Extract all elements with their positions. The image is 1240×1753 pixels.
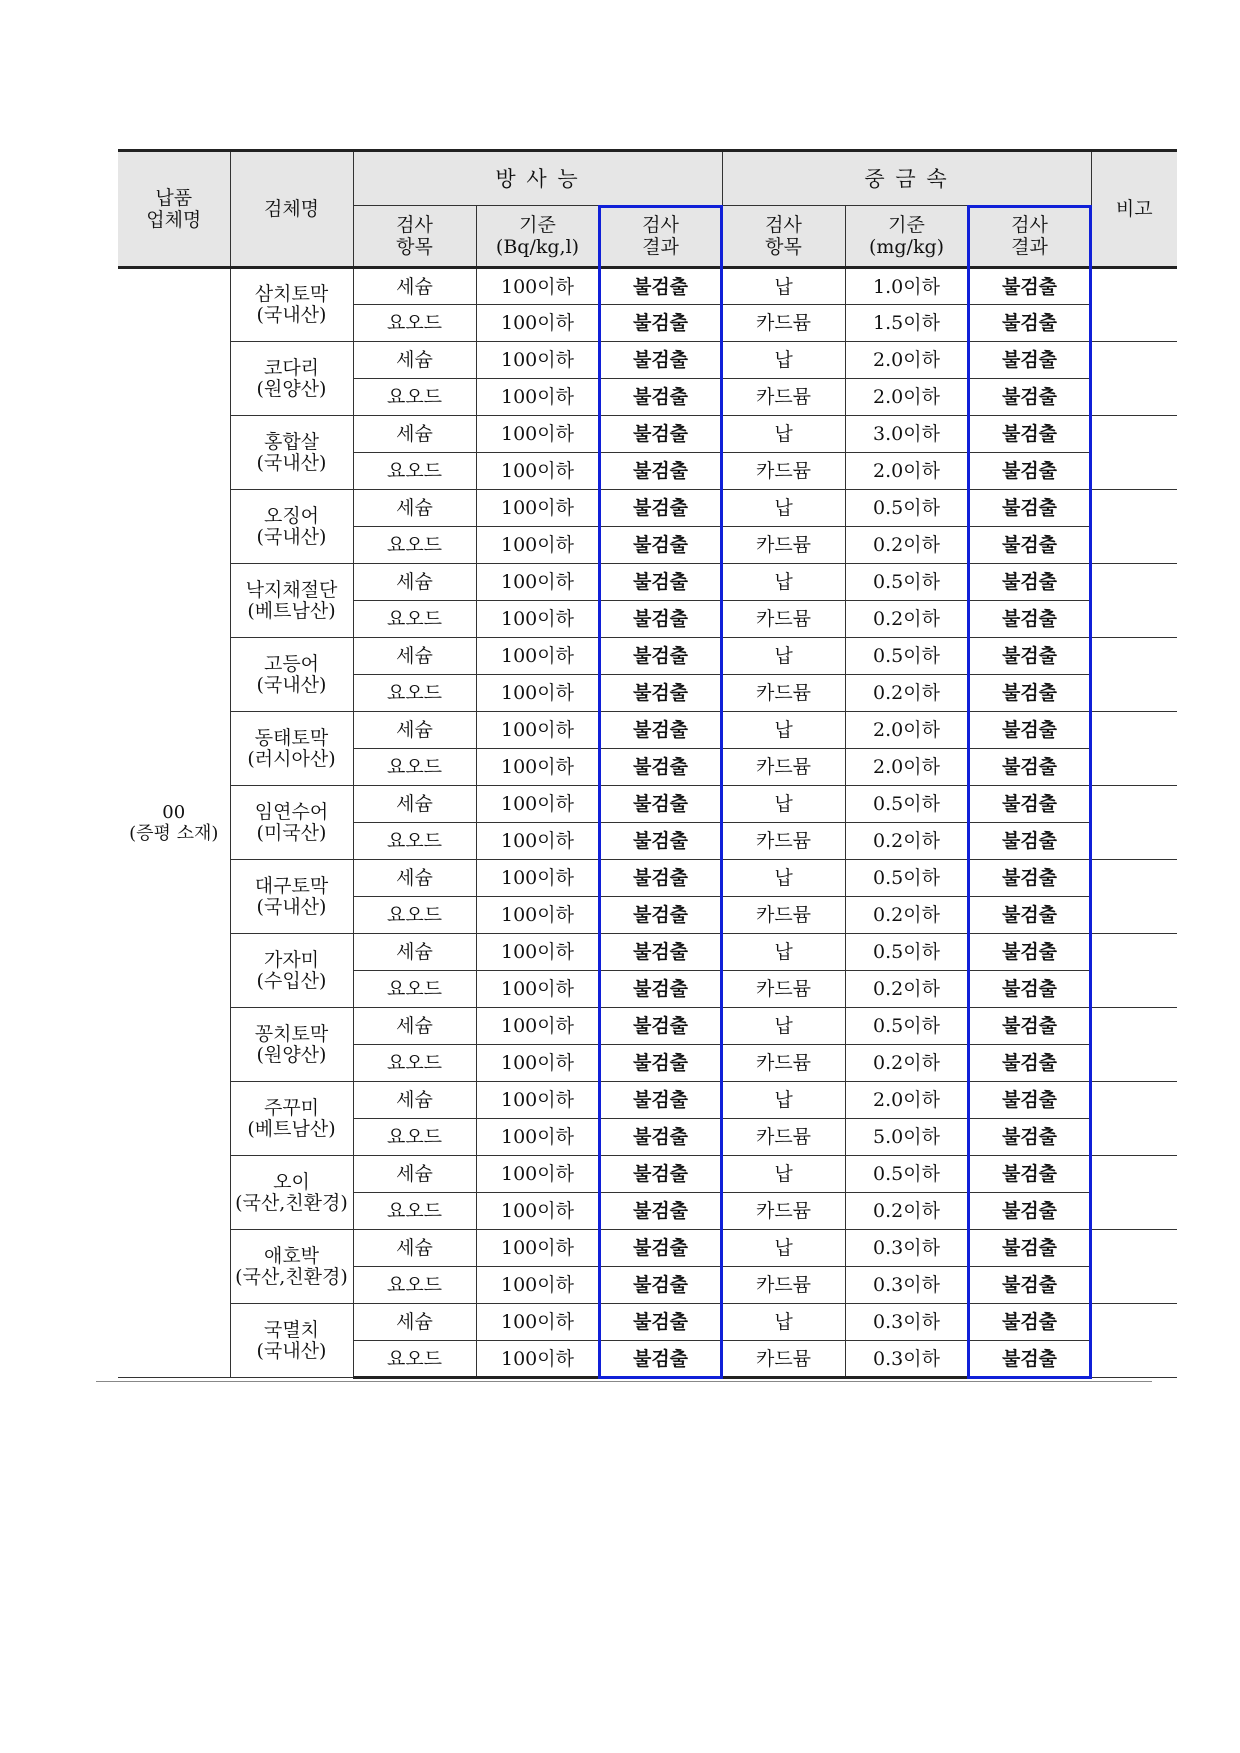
sample-name-cell	[230, 268, 353, 342]
radio-standard: 100이하	[476, 1230, 599, 1267]
table-row	[118, 1008, 1177, 1045]
radio-result: 불검출	[599, 860, 722, 897]
radio-item: 세슘	[353, 1304, 476, 1341]
radio-standard: 100이하	[476, 1341, 599, 1378]
radio-item: 세슘	[353, 638, 476, 675]
sample-name-cell	[230, 490, 353, 564]
note-cell	[1091, 1156, 1177, 1230]
sample-name-cell	[230, 638, 353, 712]
sample-name: 주꾸미	[263, 1096, 320, 1119]
metal-result: 불검출	[968, 897, 1091, 934]
metal-standard: 2.0이하	[845, 453, 968, 490]
metal-standard: 0.2이하	[845, 601, 968, 638]
radio-result: 불검출	[599, 490, 722, 527]
metal-item: 납	[722, 1230, 845, 1267]
sample-origin: (러시아산)	[247, 747, 336, 770]
table-body	[118, 268, 1177, 1378]
metal-result: 불검출	[968, 1341, 1091, 1378]
radio-result: 불검출	[599, 453, 722, 490]
metal-standard: 0.5이하	[845, 860, 968, 897]
note-cell	[1091, 934, 1177, 1008]
metal-standard: 0.2이하	[845, 527, 968, 564]
metal-result: 불검출	[968, 823, 1091, 860]
sample-name-cell	[230, 712, 353, 786]
radio-standard: 100이하	[476, 971, 599, 1008]
metal-standard: 5.0이하	[845, 1119, 968, 1156]
sample-name: 임연수어	[254, 800, 329, 823]
table-row	[118, 934, 1177, 971]
radio-result: 불검출	[599, 1156, 722, 1193]
metal-result: 불검출	[968, 490, 1091, 527]
metal-standard-header: 기준 (mg/kg)	[845, 206, 968, 268]
sample-origin: (미국산)	[256, 821, 327, 844]
table-row	[118, 638, 1177, 675]
note-cell	[1091, 490, 1177, 564]
table-row	[118, 786, 1177, 823]
note-cell	[1091, 1230, 1177, 1304]
metal-result: 불검출	[968, 971, 1091, 1008]
radio-result: 불검출	[599, 638, 722, 675]
metal-result: 불검출	[968, 934, 1091, 971]
radio-item: 요오드	[353, 823, 476, 860]
radio-item: 요오드	[353, 1045, 476, 1082]
radio-item: 세슘	[353, 1008, 476, 1045]
inspection-results-table	[118, 149, 1177, 1379]
metal-result: 불검출	[968, 1304, 1091, 1341]
sample-name-cell	[230, 1008, 353, 1082]
radio-standard: 100이하	[476, 1045, 599, 1082]
metal-item: 납	[722, 1082, 845, 1119]
metal-standard: 0.2이하	[845, 971, 968, 1008]
metal-item: 납	[722, 564, 845, 601]
metal-item: 납	[722, 342, 845, 379]
table-row	[118, 490, 1177, 527]
sample-name: 꽁치토막	[254, 1022, 329, 1045]
metal-standard: 0.2이하	[845, 823, 968, 860]
radio-item: 세슘	[353, 712, 476, 749]
sample-name-cell	[230, 786, 353, 860]
metal-item: 카드뮴	[722, 379, 845, 416]
metal-item: 카드뮴	[722, 675, 845, 712]
radio-standard-header: 기준 (Bq/kg,l)	[476, 206, 599, 268]
metal-result: 불검출	[968, 601, 1091, 638]
footer-rule	[96, 1381, 1152, 1382]
metal-item: 납	[722, 1008, 845, 1045]
metal-item: 카드뮴	[722, 1341, 845, 1378]
metal-standard: 2.0이하	[845, 1082, 968, 1119]
table-row	[118, 342, 1177, 379]
table-row	[118, 1304, 1177, 1341]
table-row	[118, 860, 1177, 897]
metal-result: 불검출	[968, 1119, 1091, 1156]
radio-result: 불검출	[599, 712, 722, 749]
note-cell	[1091, 342, 1177, 416]
note-cell	[1091, 1082, 1177, 1156]
metal-standard: 0.5이하	[845, 1008, 968, 1045]
sample-origin: (수입산)	[256, 969, 327, 992]
sample-name-cell	[230, 1082, 353, 1156]
sample-name: 동태토막	[254, 726, 329, 749]
radio-item: 요오드	[353, 1193, 476, 1230]
radio-item: 세슘	[353, 1082, 476, 1119]
vendor-column-header: 납품 업체명	[118, 151, 230, 268]
radio-standard: 100이하	[476, 638, 599, 675]
radio-result: 불검출	[599, 564, 722, 601]
radio-standard: 100이하	[476, 305, 599, 342]
metal-result: 불검출	[968, 1156, 1091, 1193]
metal-item: 납	[722, 860, 845, 897]
radio-standard: 100이하	[476, 1156, 599, 1193]
vendor-name: 00	[162, 802, 186, 823]
sample-name-cell	[230, 860, 353, 934]
radio-item: 요오드	[353, 1341, 476, 1378]
radio-result: 불검출	[599, 1267, 722, 1304]
radio-standard: 100이하	[476, 749, 599, 786]
radio-item: 세슘	[353, 860, 476, 897]
metal-result: 불검출	[968, 268, 1091, 305]
table-row	[118, 1082, 1177, 1119]
radio-standard: 100이하	[476, 1119, 599, 1156]
radio-result: 불검출	[599, 416, 722, 453]
sample-name-cell	[230, 1304, 353, 1378]
metal-result: 불검출	[968, 1230, 1091, 1267]
radio-result: 불검출	[599, 1082, 722, 1119]
radio-standard: 100이하	[476, 453, 599, 490]
sample-name-cell	[230, 1230, 353, 1304]
radio-item: 요오드	[353, 453, 476, 490]
sample-origin: (국산,친환경)	[235, 1265, 348, 1288]
metal-standard: 2.0이하	[845, 712, 968, 749]
radio-standard: 100이하	[476, 564, 599, 601]
radio-standard: 100이하	[476, 712, 599, 749]
radio-standard: 100이하	[476, 1193, 599, 1230]
sample-name: 대구토막	[254, 874, 329, 897]
radio-result: 불검출	[599, 268, 722, 305]
metal-result: 불검출	[968, 342, 1091, 379]
sample-name: 삼치토막	[254, 283, 329, 305]
radio-result: 불검출	[599, 1008, 722, 1045]
metal-item: 카드뮴	[722, 305, 845, 342]
metal-result: 불검출	[968, 1082, 1091, 1119]
metal-standard: 0.2이하	[845, 1045, 968, 1082]
radio-standard: 100이하	[476, 268, 599, 305]
sample-name: 가자미	[263, 948, 320, 971]
sample-origin: (베트남산)	[247, 1117, 336, 1140]
radio-item: 세슘	[353, 490, 476, 527]
metal-item: 납	[722, 638, 845, 675]
radio-item: 요오드	[353, 749, 476, 786]
sample-origin: (국내산)	[256, 451, 327, 474]
radio-item: 요오드	[353, 897, 476, 934]
radio-standard: 100이하	[476, 675, 599, 712]
radio-result: 불검출	[599, 971, 722, 1008]
metal-standard: 0.5이하	[845, 934, 968, 971]
metal-item: 카드뮴	[722, 601, 845, 638]
metal-item: 카드뮴	[722, 1193, 845, 1230]
metal-item: 카드뮴	[722, 749, 845, 786]
metal-result: 불검출	[968, 305, 1091, 342]
metal-result: 불검출	[968, 416, 1091, 453]
radio-result: 불검출	[599, 1304, 722, 1341]
metal-standard: 1.0이하	[845, 268, 968, 305]
sample-origin: (국산,친환경)	[235, 1191, 348, 1214]
sample-origin: (베트남산)	[247, 599, 336, 622]
sample-name: 코다리	[263, 356, 320, 379]
radio-standard: 100이하	[476, 823, 599, 860]
radio-standard: 100이하	[476, 934, 599, 971]
radio-item: 세슘	[353, 564, 476, 601]
table-row	[118, 268, 1177, 305]
metal-item: 카드뮴	[722, 897, 845, 934]
note-cell	[1091, 1304, 1177, 1378]
metal-result: 불검출	[968, 786, 1091, 823]
metal-item: 카드뮴	[722, 1119, 845, 1156]
metal-result: 불검출	[968, 749, 1091, 786]
metal-standard: 0.5이하	[845, 786, 968, 823]
radio-item: 요오드	[353, 379, 476, 416]
radio-item: 요오드	[353, 527, 476, 564]
sample-name-cell	[230, 342, 353, 416]
radio-standard: 100이하	[476, 490, 599, 527]
metal-result: 불검출	[968, 453, 1091, 490]
note-cell	[1091, 564, 1177, 638]
radio-result: 불검출	[599, 305, 722, 342]
radio-result: 불검출	[599, 823, 722, 860]
metal-item: 카드뮴	[722, 453, 845, 490]
metal-item: 납	[722, 1304, 845, 1341]
radio-standard: 100이하	[476, 1082, 599, 1119]
metal-result: 불검출	[968, 712, 1091, 749]
radio-result: 불검출	[599, 786, 722, 823]
radio-standard: 100이하	[476, 1267, 599, 1304]
sample-origin: (원양산)	[256, 1043, 327, 1066]
sample-name-cell	[230, 564, 353, 638]
sample-name: 낙지채절단	[245, 578, 338, 601]
radio-item: 요오드	[353, 1267, 476, 1304]
metal-standard: 1.5이하	[845, 305, 968, 342]
sample-name: 오징어	[263, 504, 320, 527]
sample-origin: (국내산)	[256, 1339, 327, 1362]
metal-item: 카드뮴	[722, 1045, 845, 1082]
radio-item: 요오드	[353, 305, 476, 342]
note-column-header: 비고	[1091, 151, 1177, 268]
metal-item: 납	[722, 490, 845, 527]
radio-standard: 100이하	[476, 601, 599, 638]
metal-result-header: 검사 결과	[968, 206, 1091, 268]
metal-item: 납	[722, 268, 845, 305]
radio-item: 세슘	[353, 416, 476, 453]
metal-item: 납	[722, 934, 845, 971]
radio-item: 세슘	[353, 786, 476, 823]
metal-standard: 0.3이하	[845, 1341, 968, 1378]
sample-name-cell	[230, 416, 353, 490]
radio-standard: 100이하	[476, 897, 599, 934]
radio-result: 불검출	[599, 1230, 722, 1267]
sample-column-header: 검체명	[230, 151, 353, 268]
metal-result: 불검출	[968, 1008, 1091, 1045]
radio-standard: 100이하	[476, 416, 599, 453]
table-row	[118, 564, 1177, 601]
radio-result: 불검출	[599, 1341, 722, 1378]
note-cell	[1091, 786, 1177, 860]
radio-standard: 100이하	[476, 342, 599, 379]
metal-item-header: 검사 항목	[722, 206, 845, 268]
metal-result: 불검출	[968, 1267, 1091, 1304]
metal-result: 불검출	[968, 860, 1091, 897]
metal-standard: 0.3이하	[845, 1230, 968, 1267]
sample-name-cell	[230, 1156, 353, 1230]
note-cell	[1091, 268, 1177, 342]
radio-result: 불검출	[599, 342, 722, 379]
table-row	[118, 416, 1177, 453]
sample-origin: (국내산)	[256, 525, 327, 548]
radio-item: 요오드	[353, 1119, 476, 1156]
radio-result: 불검출	[599, 527, 722, 564]
metal-result: 불검출	[968, 379, 1091, 416]
sample-name: 홍합살	[263, 430, 320, 453]
note-cell	[1091, 1008, 1177, 1082]
radio-item: 요오드	[353, 601, 476, 638]
sample-origin: (국내산)	[256, 304, 327, 326]
table-row	[118, 1230, 1177, 1267]
metal-item: 납	[722, 1156, 845, 1193]
radio-standard: 100이하	[476, 1304, 599, 1341]
sample-origin: (원양산)	[256, 377, 327, 400]
metal-standard: 0.5이하	[845, 1156, 968, 1193]
metal-standard: 0.2이하	[845, 1193, 968, 1230]
radioactivity-group-header: 방 사 능	[353, 151, 722, 206]
radio-item: 세슘	[353, 268, 476, 305]
table-row	[118, 1156, 1177, 1193]
metal-result: 불검출	[968, 638, 1091, 675]
radio-item: 요오드	[353, 675, 476, 712]
radio-standard: 100이하	[476, 379, 599, 416]
radio-result-header: 검사 결과	[599, 206, 722, 268]
radio-result: 불검출	[599, 1045, 722, 1082]
sample-name: 국멸치	[263, 1318, 320, 1341]
table-header	[118, 151, 1177, 268]
note-cell	[1091, 416, 1177, 490]
radio-standard: 100이하	[476, 1008, 599, 1045]
metal-standard: 2.0이하	[845, 342, 968, 379]
radio-result: 불검출	[599, 1193, 722, 1230]
sample-name: 애호박	[263, 1244, 320, 1267]
note-cell	[1091, 860, 1177, 934]
metal-standard: 0.5이하	[845, 638, 968, 675]
radio-standard: 100이하	[476, 786, 599, 823]
sample-name-cell	[230, 934, 353, 1008]
radio-standard: 100이하	[476, 860, 599, 897]
metal-standard: 2.0이하	[845, 749, 968, 786]
radio-standard: 100이하	[476, 527, 599, 564]
note-cell	[1091, 638, 1177, 712]
sample-origin: (국내산)	[256, 895, 327, 918]
note-cell	[1091, 712, 1177, 786]
radio-item: 세슘	[353, 342, 476, 379]
metal-result: 불검출	[968, 564, 1091, 601]
radio-result: 불검출	[599, 675, 722, 712]
vendor-location: (증평 소재)	[129, 823, 219, 844]
metal-item: 카드뮴	[722, 971, 845, 1008]
radio-item: 세슘	[353, 934, 476, 971]
heavy-metal-group-header: 중 금 속	[722, 151, 1091, 206]
radio-item: 세슘	[353, 1230, 476, 1267]
radio-result: 불검출	[599, 934, 722, 971]
metal-standard: 0.5이하	[845, 564, 968, 601]
sample-origin: (국내산)	[256, 673, 327, 696]
metal-standard: 0.3이하	[845, 1267, 968, 1304]
vendor-cell	[118, 268, 230, 1378]
sample-name: 오이	[273, 1170, 310, 1193]
radio-result: 불검출	[599, 1119, 722, 1156]
metal-standard: 0.3이하	[845, 1304, 968, 1341]
sample-name: 고등어	[263, 652, 320, 675]
radio-result: 불검출	[599, 379, 722, 416]
metal-item: 카드뮴	[722, 527, 845, 564]
metal-standard: 3.0이하	[845, 416, 968, 453]
table-row	[118, 712, 1177, 749]
metal-result: 불검출	[968, 1045, 1091, 1082]
metal-item: 카드뮴	[722, 823, 845, 860]
metal-standard: 0.2이하	[845, 897, 968, 934]
metal-item: 납	[722, 712, 845, 749]
radio-item: 요오드	[353, 971, 476, 1008]
radio-item-header: 검사 항목	[353, 206, 476, 268]
metal-item: 납	[722, 786, 845, 823]
radio-item: 세슘	[353, 1156, 476, 1193]
metal-result: 불검출	[968, 675, 1091, 712]
metal-item: 납	[722, 416, 845, 453]
metal-item: 카드뮴	[722, 1267, 845, 1304]
radio-result: 불검출	[599, 601, 722, 638]
metal-standard: 2.0이하	[845, 379, 968, 416]
metal-standard: 0.5이하	[845, 490, 968, 527]
radio-result: 불검출	[599, 749, 722, 786]
radio-result: 불검출	[599, 897, 722, 934]
metal-standard: 0.2이하	[845, 675, 968, 712]
metal-result: 불검출	[968, 527, 1091, 564]
metal-result: 불검출	[968, 1193, 1091, 1230]
